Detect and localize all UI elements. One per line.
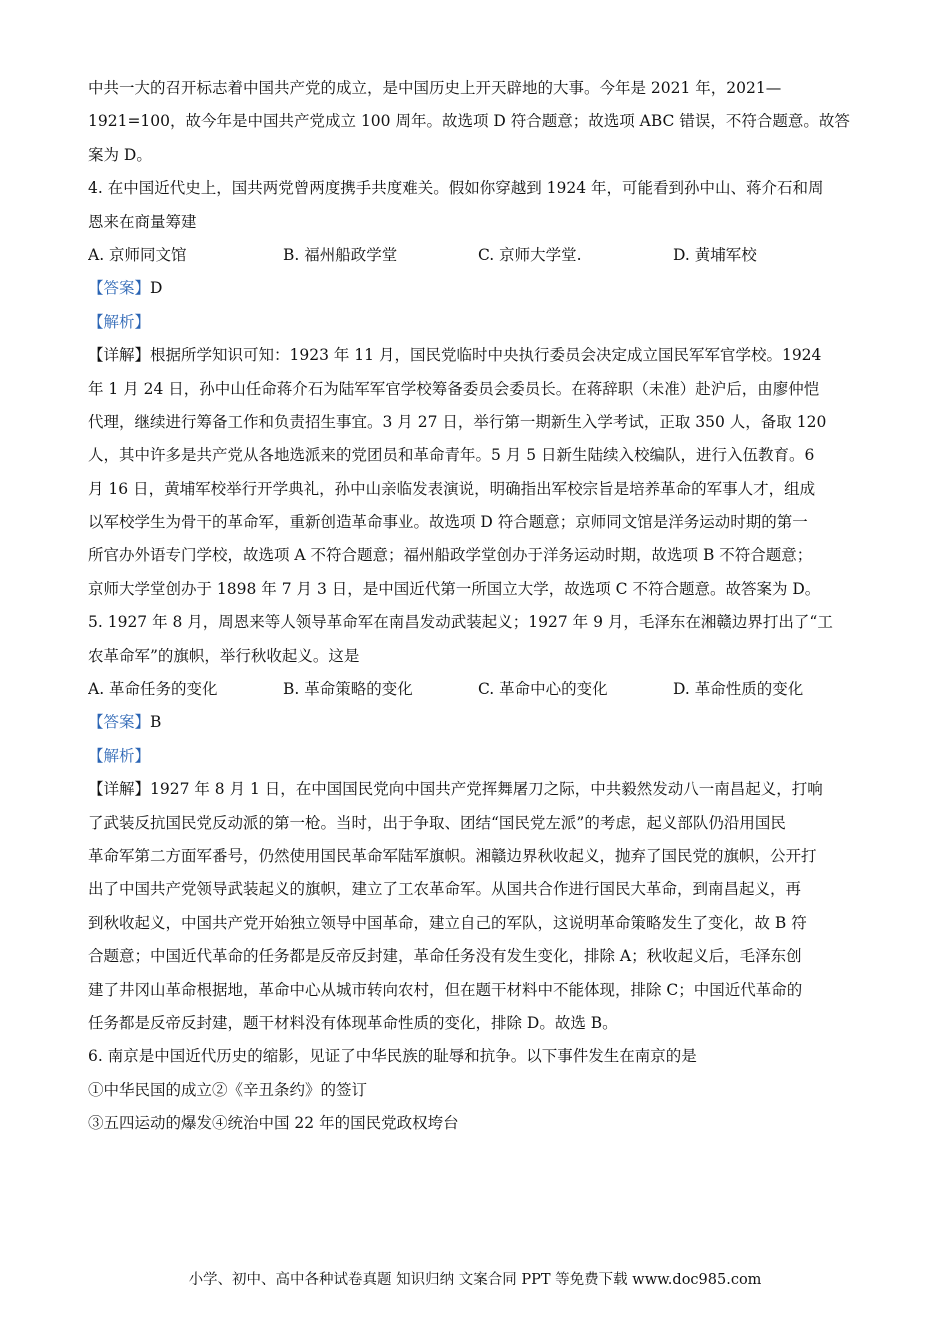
question-stem: 5. 1927 年 8 月，周恩来等人领导革命军在南昌发动武装起义；1927 年 9 月，毛泽东在湘赣边界打出了“工 [88,613,833,632]
question-item: ①中华民国的成立②《辛丑条约》的签订 [88,1080,368,1099]
text-line: 所官办外语专门学校，故选项 A 不符合题意；福州船政学堂创办于洋务运动时期，故选项 B 不符合题意； [88,546,813,565]
option-b: B. 革命策略的变化 [283,680,413,699]
page-footer: 小学、初中、高中各种试卷真题 知识归纳 文案合同 PPT 等免费下载 www.doc985.com [188,1272,762,1288]
question-options [88,673,868,706]
question-stem: 恩来在商量筹建 [88,212,197,231]
page-content [88,72,868,1141]
text-line: 了武装反抗国民党反动派的第一枪。当时，出于争取、团结“国民党左派”的考虑，起义部队仍沿用国民 [88,813,786,832]
text-line: 出了中国共产党领导武装起义的旗帜，建立了工农革命军。从国共合作进行国民大革命，到南昌起义，再 [88,880,802,899]
text-line: 建了井冈山革命根据地，革命中心从城市转向农村，但在题干材料中不能体现，排除 C；中国近代革命的 [88,980,803,999]
question-5 [88,606,868,1040]
option-c: C. 京师大学堂. [478,245,582,264]
answer-tag: 【答案】 [88,713,151,732]
text-line: 到秋收起义，中国共产党开始独立领导中国革命，建立自己的军队，这说明革命策略发生了变化，故 B 符 [88,913,807,932]
text-line: 以军校学生为骨干的革命军，重新创造革命事业。故选项 D 符合题意；京师同文馆是洋务运动时期的第一 [88,513,808,532]
analysis-tag: 【解析】 [88,746,151,765]
question-item: ③五四运动的爆发④统治中国 22 年的国民党政权垮台 [88,1114,459,1133]
text-line: 人，其中许多是共产党从各地选派来的党团员和革命青年。5 月 5 日新生陆续入校编队，进行入伍教育。6 [88,446,815,465]
option-d: D. 革命性质的变化 [673,680,804,699]
text-line: 合题意；中国近代革命的任务都是反帝反封建，革命任务没有发生变化，排除 A；秋收起义后，毛泽东创 [88,947,802,966]
answer-value: B [150,713,162,732]
analysis-detail [88,339,868,606]
question-4 [88,172,868,606]
option-d: D. 黄埔军校 [673,245,757,264]
text-line: 1921=100，故今年是中国共产党成立 100 周年。故选项 D 符合题意；故选项 ABC 错误，不符合题意。故答 [88,112,850,131]
analysis-detail [88,773,868,1040]
option-a: A. 革命任务的变化 [88,680,218,699]
answer-line [88,272,868,305]
text-line: 月 16 日，黄埔军校举行开学典礼，孙中山亲临发表演说，明确指出军校宗旨是培养革命的军事人才，组成 [88,479,816,498]
text-line: 案为 D。 [88,145,152,164]
question-6 [88,1040,868,1140]
question-stem: 4. 在中国近代史上，国共两党曾两度携手共度难关。假如你穿越到 1924 年，可能看到孙中山、蒋介石和周 [88,179,824,198]
previous-answer-tail [88,72,868,172]
answer-value: D [150,279,163,298]
analysis-tag: 【解析】 [88,312,151,331]
text-line: 任务都是反帝反封建，题干材料没有体现革命性质的变化，排除 D。故选 B。 [88,1013,618,1032]
question-options [88,239,868,272]
text-line: 【详解】根据所学知识可知：1923 年 11 月，国民党临时中央执行委员会决定成立国民军军官学校。1924 [88,346,822,365]
option-c: C. 革命中心的变化 [478,680,608,699]
option-b: B. 福州船政学堂 [283,245,398,264]
question-stem: 6. 南京是中国近代历史的缩影，见证了中华民族的耻辱和抗争。以下事件发生在南京的是 [88,1047,697,1066]
text-line: 年 1 月 24 日，孙中山任命蒋介石为陆军军官学校筹备委员会委员长。在蒋辞职（未准）赴沪后，由廖仲恺 [88,379,820,398]
text-line: 代理，继续进行筹备工作和负责招生事宜。3 月 27 日，举行第一期新生入学考试，正取 350 人，备取 120 [88,412,827,431]
text-line: 【详解】1927 年 8 月 1 日，在中国国民党向中国共产党挥舞屠刀之际，中共毅然发动八一南昌起义，打响 [88,780,823,799]
question-stem: 农革命军”的旗帜，举行秋收起义。这是 [88,646,360,665]
answer-line [88,706,868,739]
answer-tag: 【答案】 [88,279,151,298]
text-line: 中共一大的召开标志着中国共产党的成立，是中国历史上开天辟地的大事。今年是 2021 年，2021— [88,79,782,97]
option-a: A. 京师同文馆 [88,245,187,264]
text-line: 革命军第二方面军番号，仍然使用国民革命军陆军旗帜。湘赣边界秋收起义，抛弃了国民党的旗帜，公开打 [88,846,817,865]
text-line: 京师大学堂创办于 1898 年 7 月 3 日，是中国近代第一所国立大学，故选项 C 不符合题意。故答案为 D。 [88,579,821,598]
